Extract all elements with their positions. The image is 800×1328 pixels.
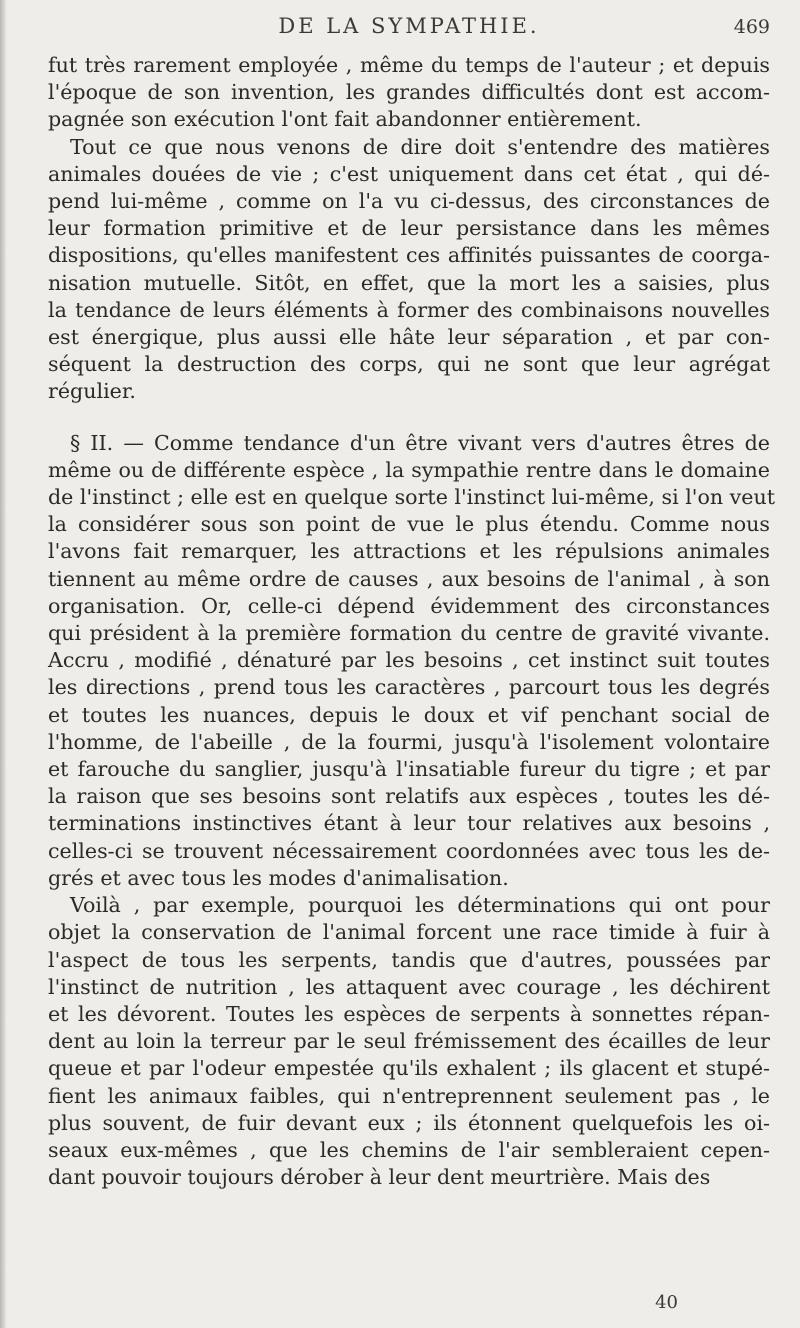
text-line: et toutes les nuances, depuis le doux et vif penchant social de	[48, 702, 770, 727]
text-line: fient les animaux faibles, qui n'entreprennent seulement pas , le	[48, 1083, 770, 1108]
text-line: même ou de différente espèce , la sympathie rentre dans le domaine	[48, 457, 770, 482]
paragraph	[48, 430, 776, 892]
paragraph	[48, 134, 770, 406]
text-line: les directions , prend tous les caractères , parcourt tous les degrés	[48, 675, 770, 700]
page-edge-shadow	[0, 0, 6, 1328]
text-line: terminations instinctives étant à leur tour relatives aux besoins ,	[48, 811, 770, 836]
text-line: leur formation primitive et de leur persistance dans les mêmes	[48, 216, 770, 241]
text-line: grés et avec tous les modes d'animalisation.	[48, 865, 509, 890]
running-head: DE LA SYMPATHIE.	[278, 14, 540, 38]
text-line: Voilà , par exemple, pourquoi les déterminations qui ont pour	[70, 893, 770, 918]
text-line: celles-ci se trouvent nécessairement coordonnées avec tous les de-	[48, 838, 770, 863]
text-line: qui président à la première formation du centre de gravité vivante.	[48, 621, 770, 646]
text-line: l'instinct de nutrition , les attaquent avec courage , les déchirent	[48, 974, 770, 999]
text-line: animales douées de vie ; c'est uniquement dans cet état , qui dé-	[48, 161, 770, 186]
text-line: seaux eux-mêmes , que les chemins de l'air sembleraient cepen-	[48, 1137, 770, 1162]
text-line: queue et par l'odeur empestée qu'ils exhalent ; ils glacent et stupé-	[48, 1056, 770, 1081]
text-line: fut très rarement employée , même du temps de l'auteur ; et depuis	[48, 53, 770, 77]
section-gap	[48, 406, 770, 430]
book-page	[48, 14, 776, 1191]
text-line: régulier.	[48, 379, 136, 404]
text-line: et farouche du sanglier, jusqu'à l'insatiable fureur du tigre ; et par	[48, 757, 770, 782]
text-line: est énergique, plus aussi elle hâte leur séparation , et par con-	[48, 325, 770, 350]
text-line: la tendance de leurs éléments à former des combinaisons nouvelles	[48, 297, 770, 322]
text-line: séquent la destruction des corps, qui ne sont que leur agrégat	[48, 352, 770, 377]
text-line: Accru , modifié , dénaturé par les besoins , cet instinct suit toutes	[48, 648, 770, 673]
text-line: l'époque de son invention, les grandes difficultés dont est accom-	[48, 80, 770, 105]
text-line: l'avons fait remarquer, les attractions et les répulsions animales	[48, 539, 770, 564]
text-line: dispositions, qu'elles manifestent ces affinités puissantes de coorga-	[48, 243, 770, 268]
body-text	[48, 52, 776, 1191]
page-header	[48, 14, 770, 52]
text-line: l'homme, de l'abeille , de la fourmi, jusqu'à l'isolement volontaire	[48, 729, 770, 754]
text-line: dent au loin la terreur par le seul frémissement des écailles de leur	[48, 1029, 770, 1054]
text-line: objet la conservation de l'animal forcent une race timide à fuir à	[48, 920, 770, 945]
text-line: pagnée son exécution l'ont fait abandonner entièrement.	[48, 107, 642, 132]
text-line: de l'instinct ; elle est en quelque sorte l'instinct lui-même, si l'on veut	[48, 485, 776, 510]
text-line: la raison que ses besoins sont relatifs aux espèces , toutes les dé-	[48, 784, 770, 809]
text-line: nisation mutuelle. Sitôt, en effet, que la mort les a saisies, plus	[48, 270, 770, 295]
text-line: Tout ce que nous venons de dire doit s'entendre des matières	[70, 134, 770, 159]
text-line: tiennent au même ordre de causes , aux besoins de l'animal , à son	[48, 566, 770, 591]
text-line: § II. — Comme tendance d'un être vivant vers d'autres êtres de	[70, 430, 770, 455]
text-line: pend lui-même , comme on l'a vu ci-dessus, des circonstances de	[48, 189, 770, 214]
paragraph	[48, 892, 770, 1191]
text-line: la considérer sous son point de vue le plus étendu. Comme nous	[48, 512, 770, 537]
text-line: et les dévorent. Toutes les espèces de serpents à sonnettes répan-	[48, 1001, 770, 1026]
text-line: l'aspect de tous les serpents, tandis que d'autres, poussées par	[48, 947, 770, 972]
paragraph	[48, 52, 770, 134]
text-line: dant pouvoir toujours dérober à leur dent meurtrière. Mais des	[48, 1165, 711, 1190]
page-number: 469	[733, 16, 770, 38]
text-line: plus souvent, de fuir devant eux ; ils étonnent quelquefois les oi-	[48, 1110, 770, 1135]
text-line: organisation. Or, celle-ci dépend évidemment des circonstances	[48, 593, 770, 618]
signature-mark: 40	[655, 1292, 678, 1313]
